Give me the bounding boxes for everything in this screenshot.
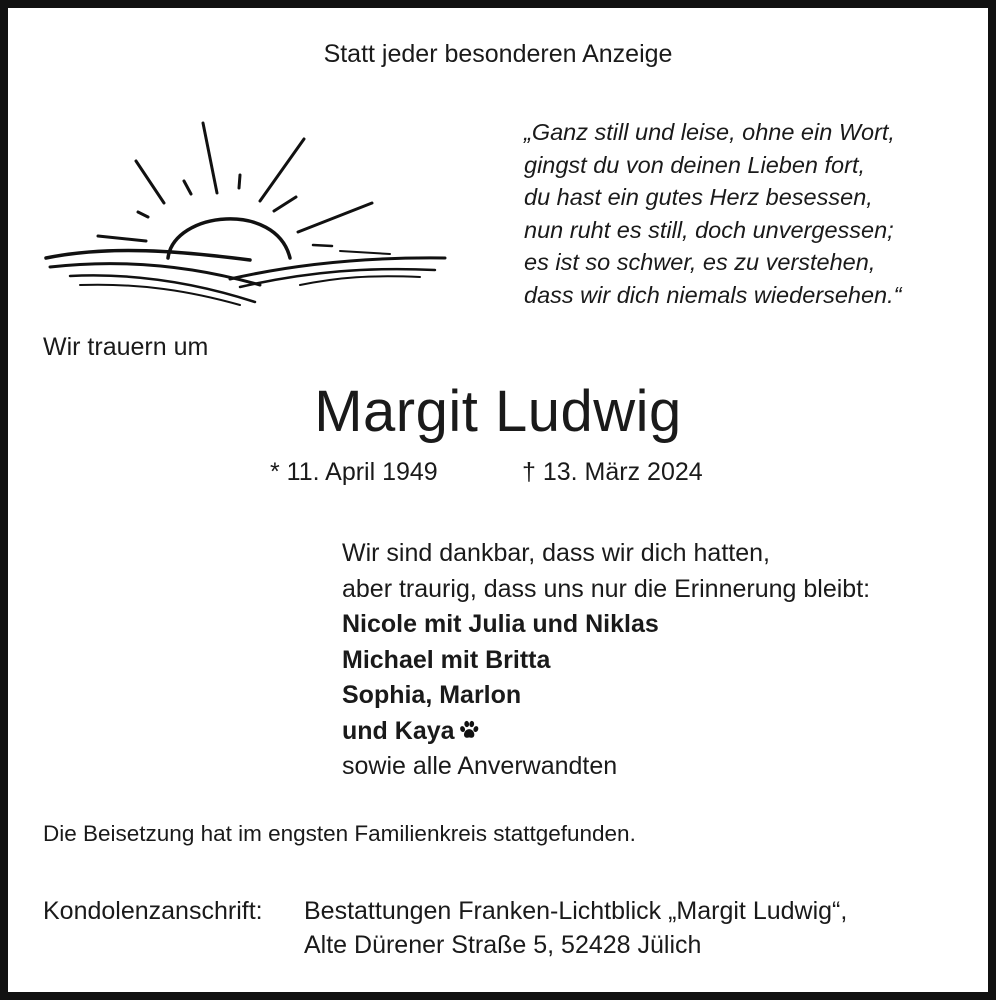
family-line: Wir sind dankbar, dass wir dich hatten, — [342, 539, 770, 567]
header-text: Statt jeder besonderen Anzeige — [323, 40, 673, 68]
family-section — [342, 536, 870, 785]
family-member: und Kaya — [342, 716, 455, 745]
condolence-address-line: Bestattungen Franken-Lichtblick „Margit Ludwig“, — [304, 897, 848, 925]
birth-date: * 11. April 1949 — [270, 458, 438, 486]
burial-note: Die Beisetzung hat im engsten Familienkreis stattgefunden. — [43, 821, 636, 846]
family-member-row — [342, 714, 870, 750]
family-line: sowie alle Anverwandten — [342, 752, 618, 780]
poem-line: gingst du von deinen Lieben fort, — [524, 151, 866, 178]
poem-line: nun ruht es still, doch unvergessen; — [524, 216, 894, 243]
death-date: † 13. März 2024 — [522, 458, 703, 486]
condolence-address-line: Alte Dürener Straße 5, 52428 Jülich — [304, 931, 702, 959]
mourning-intro: Wir trauern um — [43, 333, 209, 361]
family-member: Nicole mit Julia und Niklas — [342, 610, 659, 638]
poem-line: „Ganz still und leise, ohne ein Wort, — [524, 119, 895, 145]
family-line: aber traurig, dass uns nur die Erinnerung bleibt: — [342, 574, 871, 603]
paw-icon — [458, 719, 480, 741]
sunset-icon — [40, 115, 450, 310]
condolence-label: Kondolenzanschrift: — [43, 897, 263, 925]
poem-line: es ist so schwer, es zu verstehen, — [524, 249, 876, 276]
poem-line: du hast ein gutes Herz besessen, — [524, 184, 873, 211]
deceased-name: Margit Ludwig — [314, 379, 682, 444]
family-member: Sophia, Marlon — [342, 681, 522, 709]
poem — [524, 116, 901, 312]
poem-line: dass wir dich niemals wiedersehen.“ — [524, 281, 902, 308]
family-member: Michael mit Britta — [342, 645, 551, 674]
